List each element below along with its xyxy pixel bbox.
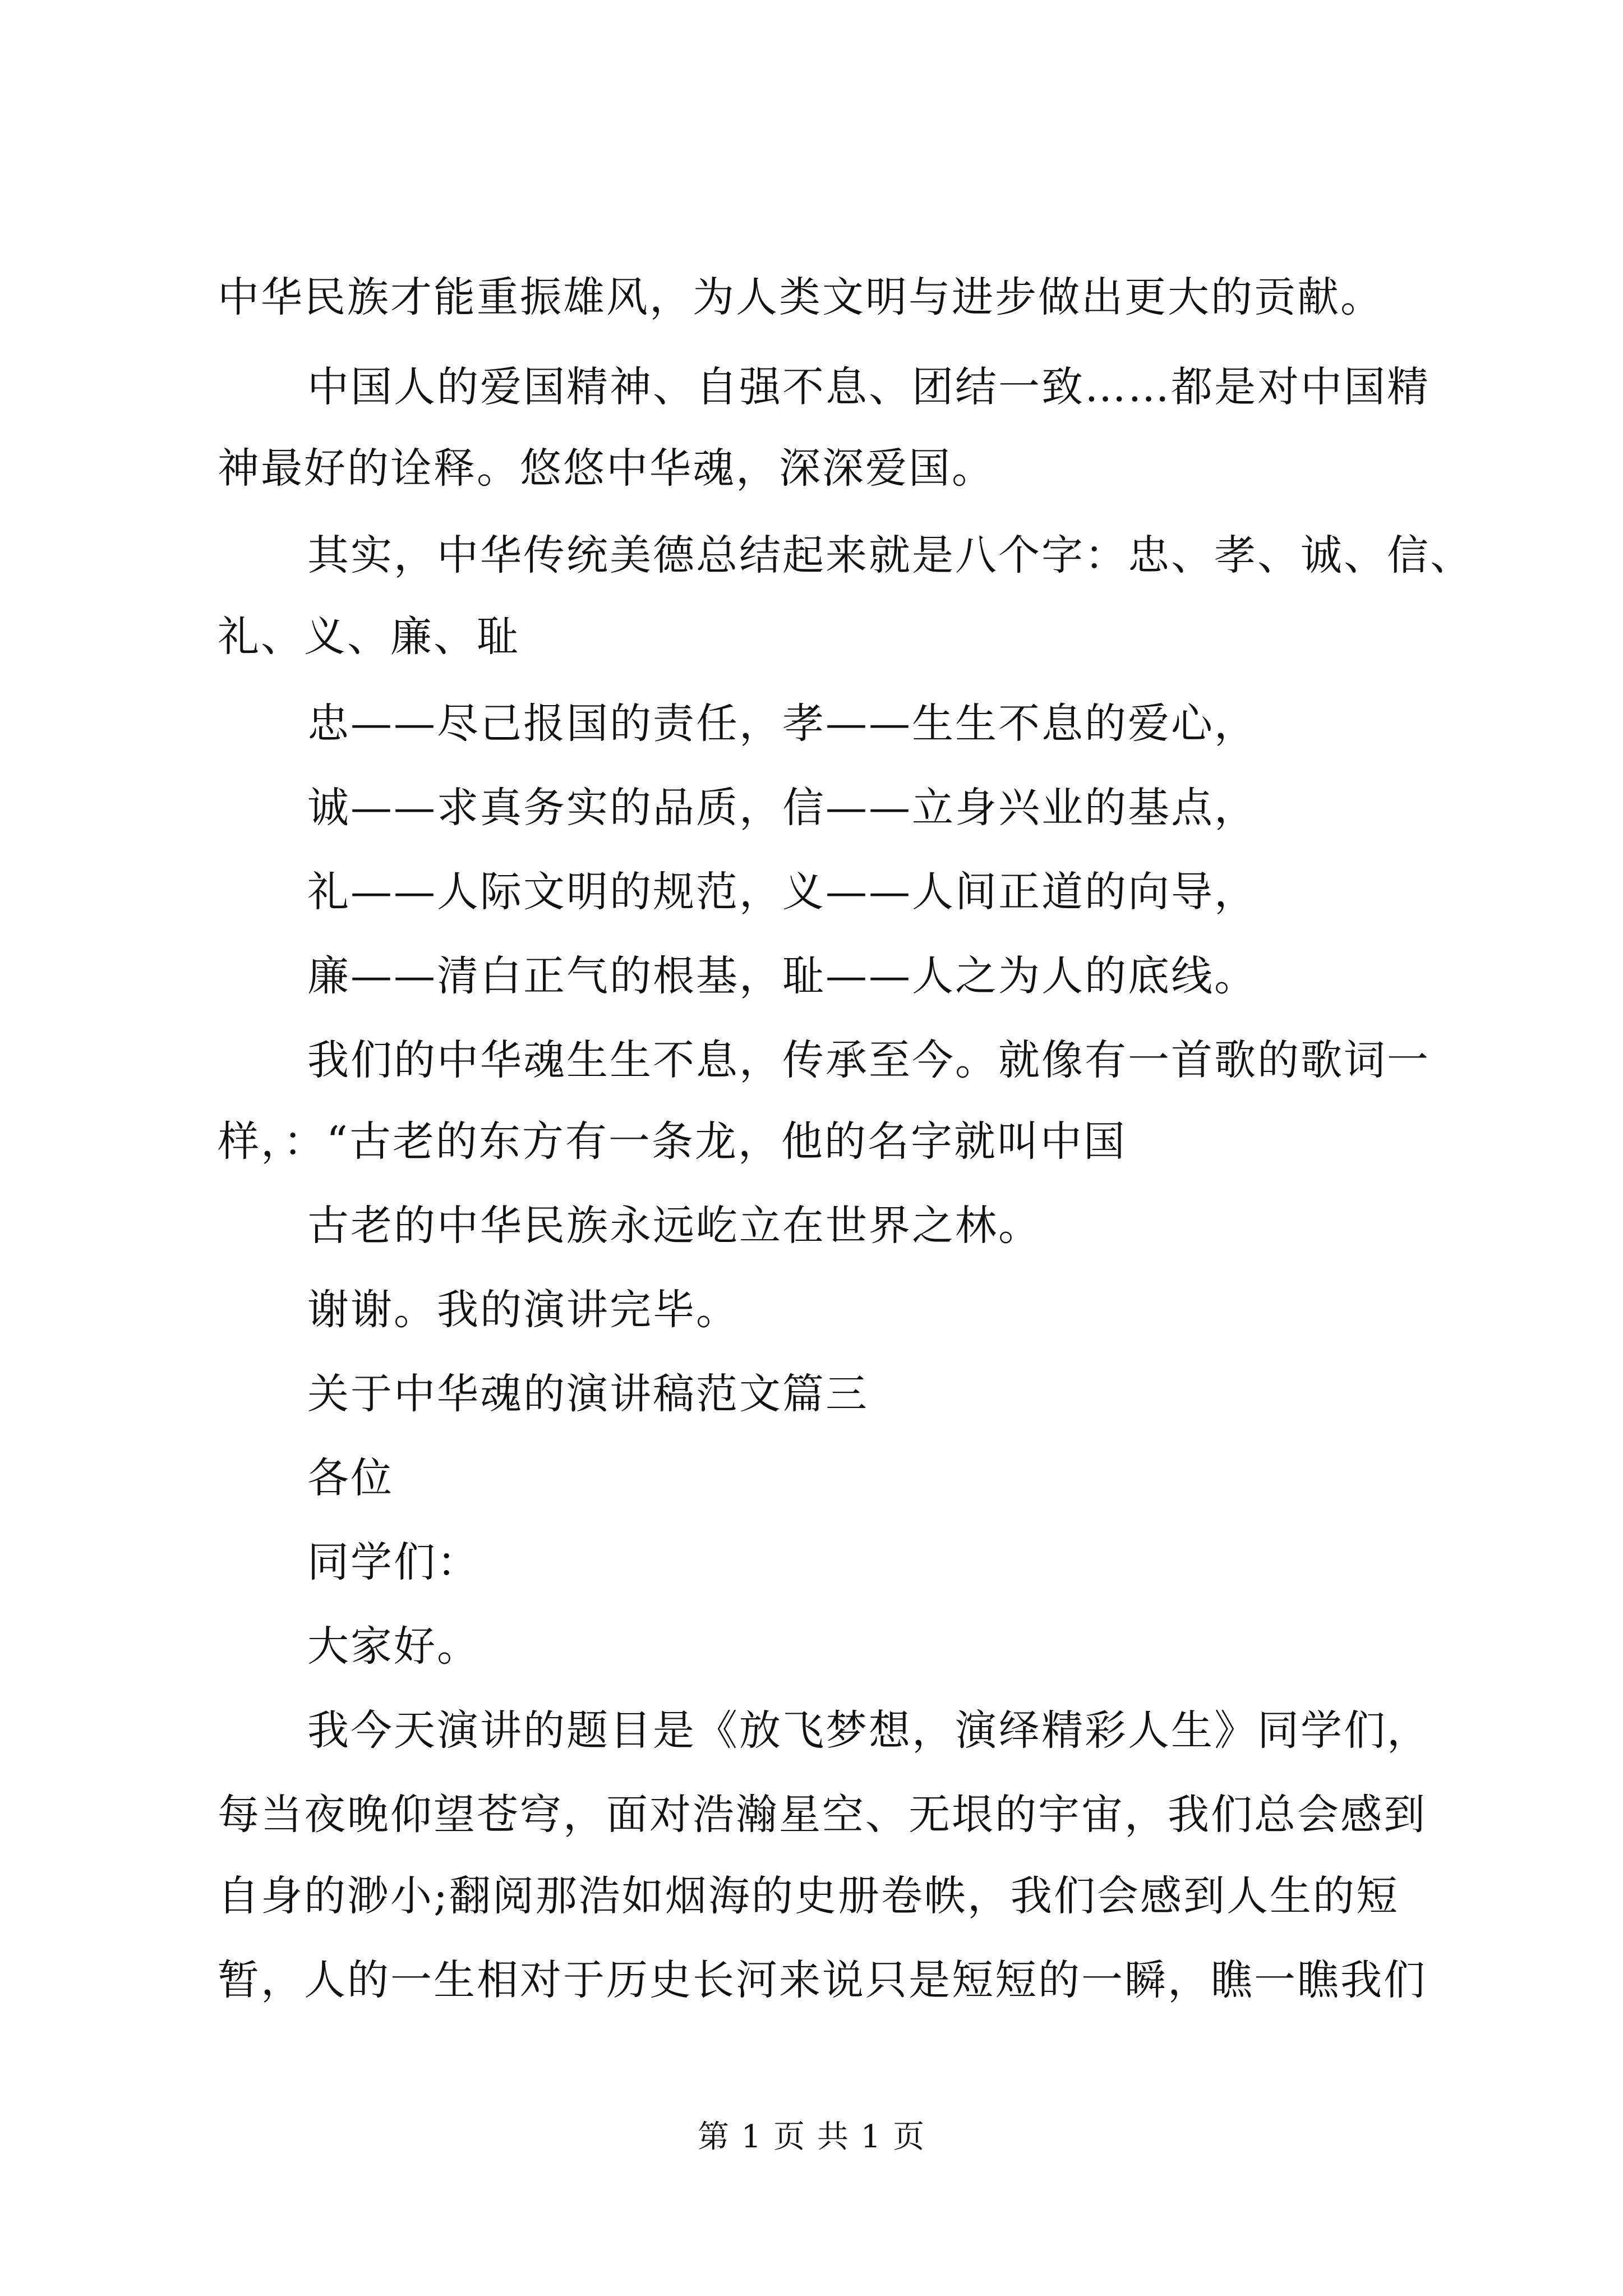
body-line: 自身的渺小;翻阅那浩如烟海的史册卷帙，我们会感到人生的短 bbox=[218, 1872, 1399, 1920]
body-line: 礼——人际文明的规范，义——人间正道的向导， bbox=[307, 868, 1257, 916]
body-line: 廉——清白正气的根基，耻——人之为人的底线。 bbox=[307, 952, 1257, 1000]
body-line: 样，：“古老的东方有一条龙，他的名字就叫中国 bbox=[218, 1117, 1127, 1166]
body-line: 礼、义、廉、耻 bbox=[218, 613, 520, 661]
body-line: 谢谢。我的演讲完毕。 bbox=[307, 1286, 739, 1334]
body-line: 各位 bbox=[307, 1454, 394, 1502]
page-footer: 第 1 页 共 1 页 bbox=[697, 2119, 926, 2155]
section-heading: 关于中华魂的演讲稿范文篇三 bbox=[307, 1370, 869, 1418]
body-line: 古老的中华民族永远屹立在世界之林。 bbox=[307, 1202, 1041, 1250]
body-line: 我今天演讲的题目是《放飞梦想，演绎精彩人生》同学们， bbox=[307, 1706, 1430, 1755]
body-line: 暂，人的一生相对于历史长河来说只是短短的一瞬，瞧一瞧我们 bbox=[218, 1956, 1427, 2004]
body-line: 诚——求真务实的品质，信——立身兴业的基点， bbox=[307, 784, 1257, 832]
body-line: 我们的中华魂生生不息，传承至今。就像有一首歌的歌词一 bbox=[307, 1036, 1430, 1084]
body-line: 同学们： bbox=[307, 1538, 480, 1586]
body-line: 神最好的诠释。悠悠中华魂，深深爱国。 bbox=[218, 444, 995, 493]
body-line: 每当夜晚仰望苍穹，面对浩瀚星空、无垠的宇宙，我们总会感到 bbox=[218, 1791, 1427, 1839]
body-line: 忠——尽己报国的责任，孝——生生不息的爱心， bbox=[307, 700, 1257, 748]
body-line: 大家好。 bbox=[307, 1622, 480, 1671]
body-line: 其实，中华传统美德总结起来就是八个字：忠、孝、诚、信、 bbox=[307, 531, 1473, 579]
body-line: 中华民族才能重振雄风，为人类文明与进步做出更大的贡献。 bbox=[218, 273, 1384, 321]
body-line: 中国人的爱国精神、自强不息、团结一致……都是对中国精 bbox=[307, 363, 1430, 411]
